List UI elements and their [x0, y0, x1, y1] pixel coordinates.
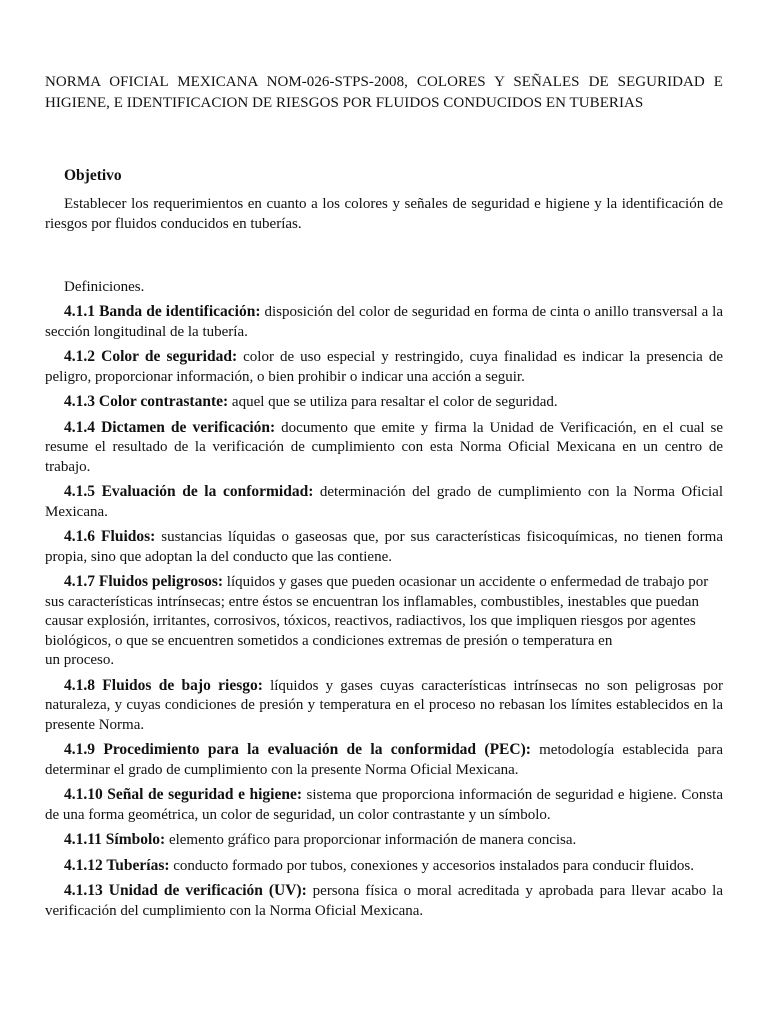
definitions-label: Definiciones. [64, 279, 145, 295]
definition-text: aquel que se utiliza para resaltar el color de seguridad. [231, 394, 558, 410]
definition-term: 4.1.13 Unidad de verificación (UV): [64, 882, 307, 899]
definition-text: documento que emite y firma la Unidad de Verificación, en el cual se resume el resultado de la verificación de cumplimiento con esta Norma Oficial Mexicana en un centro de trabajo. [45, 419, 724, 475]
document-title: NORMA OFICIAL MEXICANA NOM-026-STPS-2008, COLORES Y SEÑALES DE SEGURIDAD E HIGIENE, E IDENTIFICACION DE RIESGOS POR FLUIDOS CONDUCIDOS EN TUBERIAS [45, 74, 723, 111]
definition-term: 4.1.8 Fluidos de bajo riesgo: [64, 676, 263, 694]
definition-term: 4.1.7 Fluidos peligrosos: [64, 573, 224, 590]
definition-item [45, 881, 723, 921]
definition-text: sustancias líquidas o gaseosas que, por sus características fisicoquímicas, no tienen forma propia, sino que adoptan la del conducto que las contiene. [45, 529, 724, 565]
definition-item [45, 572, 723, 671]
definition-term: 4.1.12 Tuberías: [64, 856, 170, 874]
definition-term: 4.1.4 Dictamen de verificación: [64, 418, 276, 436]
definition-item [45, 482, 723, 522]
definitions-list [45, 302, 723, 921]
definition-text: líquidos y gases cuyas características intrínsecas no son peligrosas por naturaleza, y cuyas condiciones de presión y temperatura en el proceso no rebasan los límites establecidos en la presente Norma. [45, 677, 723, 733]
definition-item [45, 830, 723, 851]
definition-item [45, 302, 723, 342]
definition-text: disposición del color de seguridad en forma de cinta o anillo transversal a la sección longitudinal de la tubería. [45, 304, 723, 340]
definition-text: sistema que proporciona información de seguridad e higiene. Consta de una forma geométrica, un color de seguridad, un color contrastante y un símbolo. [45, 787, 724, 823]
definition-text-tail: un proceso. [45, 652, 115, 668]
definition-term: 4.1.6 Fluidos: [64, 528, 156, 545]
definition-text: determinación del grado de cumplimiento con la Norma Oficial Mexicana. [45, 484, 723, 520]
definition-term: 4.1.3 Color contrastante: [64, 393, 229, 410]
definition-text: líquidos y gases que pueden ocasionar un accidente o enfermedad de trabajo por sus características intrínsecas; entre éstos se encuentran los inflamables, combustibles, inestables que puedan causar explosión, irritantes, corrosivos, tóxicos, reactivos, radiactivos, los que impliquen riesgos por agentes biológicos, o que se encuentren sometidos a condiciones extremas de presión o temperatura en [45, 574, 709, 649]
definition-item [45, 527, 723, 567]
definition-item [45, 347, 723, 387]
definition-item [45, 740, 723, 780]
objective-heading: Objetivo [64, 167, 122, 184]
definition-term: 4.1.10 Señal de seguridad e higiene: [64, 786, 303, 803]
definition-term: 4.1.5 Evaluación de la conformidad: [64, 483, 314, 500]
definition-text: conducto formado por tubos, conexiones y accesorios instalados para conducir fluidos. [173, 857, 694, 874]
definition-item [45, 392, 723, 413]
definition-text: metodología establecida para determinar el grado de cumplimiento con la presente Norma Oficial Mexicana. [45, 742, 723, 778]
definition-term: 4.1.1 Banda de identificación: [64, 303, 261, 320]
document-page [45, 72, 723, 921]
definition-term: 4.1.9 Procedimiento para la evaluación de la conformidad (PEC): [64, 741, 531, 758]
definition-text: elemento gráfico para proporcionar información de manera concisa. [168, 832, 577, 848]
definition-term: 4.1.2 Color de seguridad: [64, 348, 238, 365]
definition-item [45, 856, 723, 877]
definition-item [45, 785, 723, 825]
definition-text: persona física o moral acreditada y aprobada para llevar acabo la verificación del cumplimiento con la Norma Oficial Mexicana. [45, 883, 724, 919]
definition-item [45, 676, 723, 736]
definition-text: color de uso especial y restringido, cuya finalidad es indicar la presencia de peligro, proporcionar información, o bien prohibir o indicar una acción a seguir. [45, 349, 723, 385]
objective-text: Establecer los requerimientos en cuanto a los colores y señales de seguridad e higiene y la identificación de riesgos por fluidos conducidos en tuberías. [45, 196, 723, 232]
definition-item [45, 418, 723, 478]
definition-term: 4.1.11 Símbolo: [64, 831, 166, 848]
